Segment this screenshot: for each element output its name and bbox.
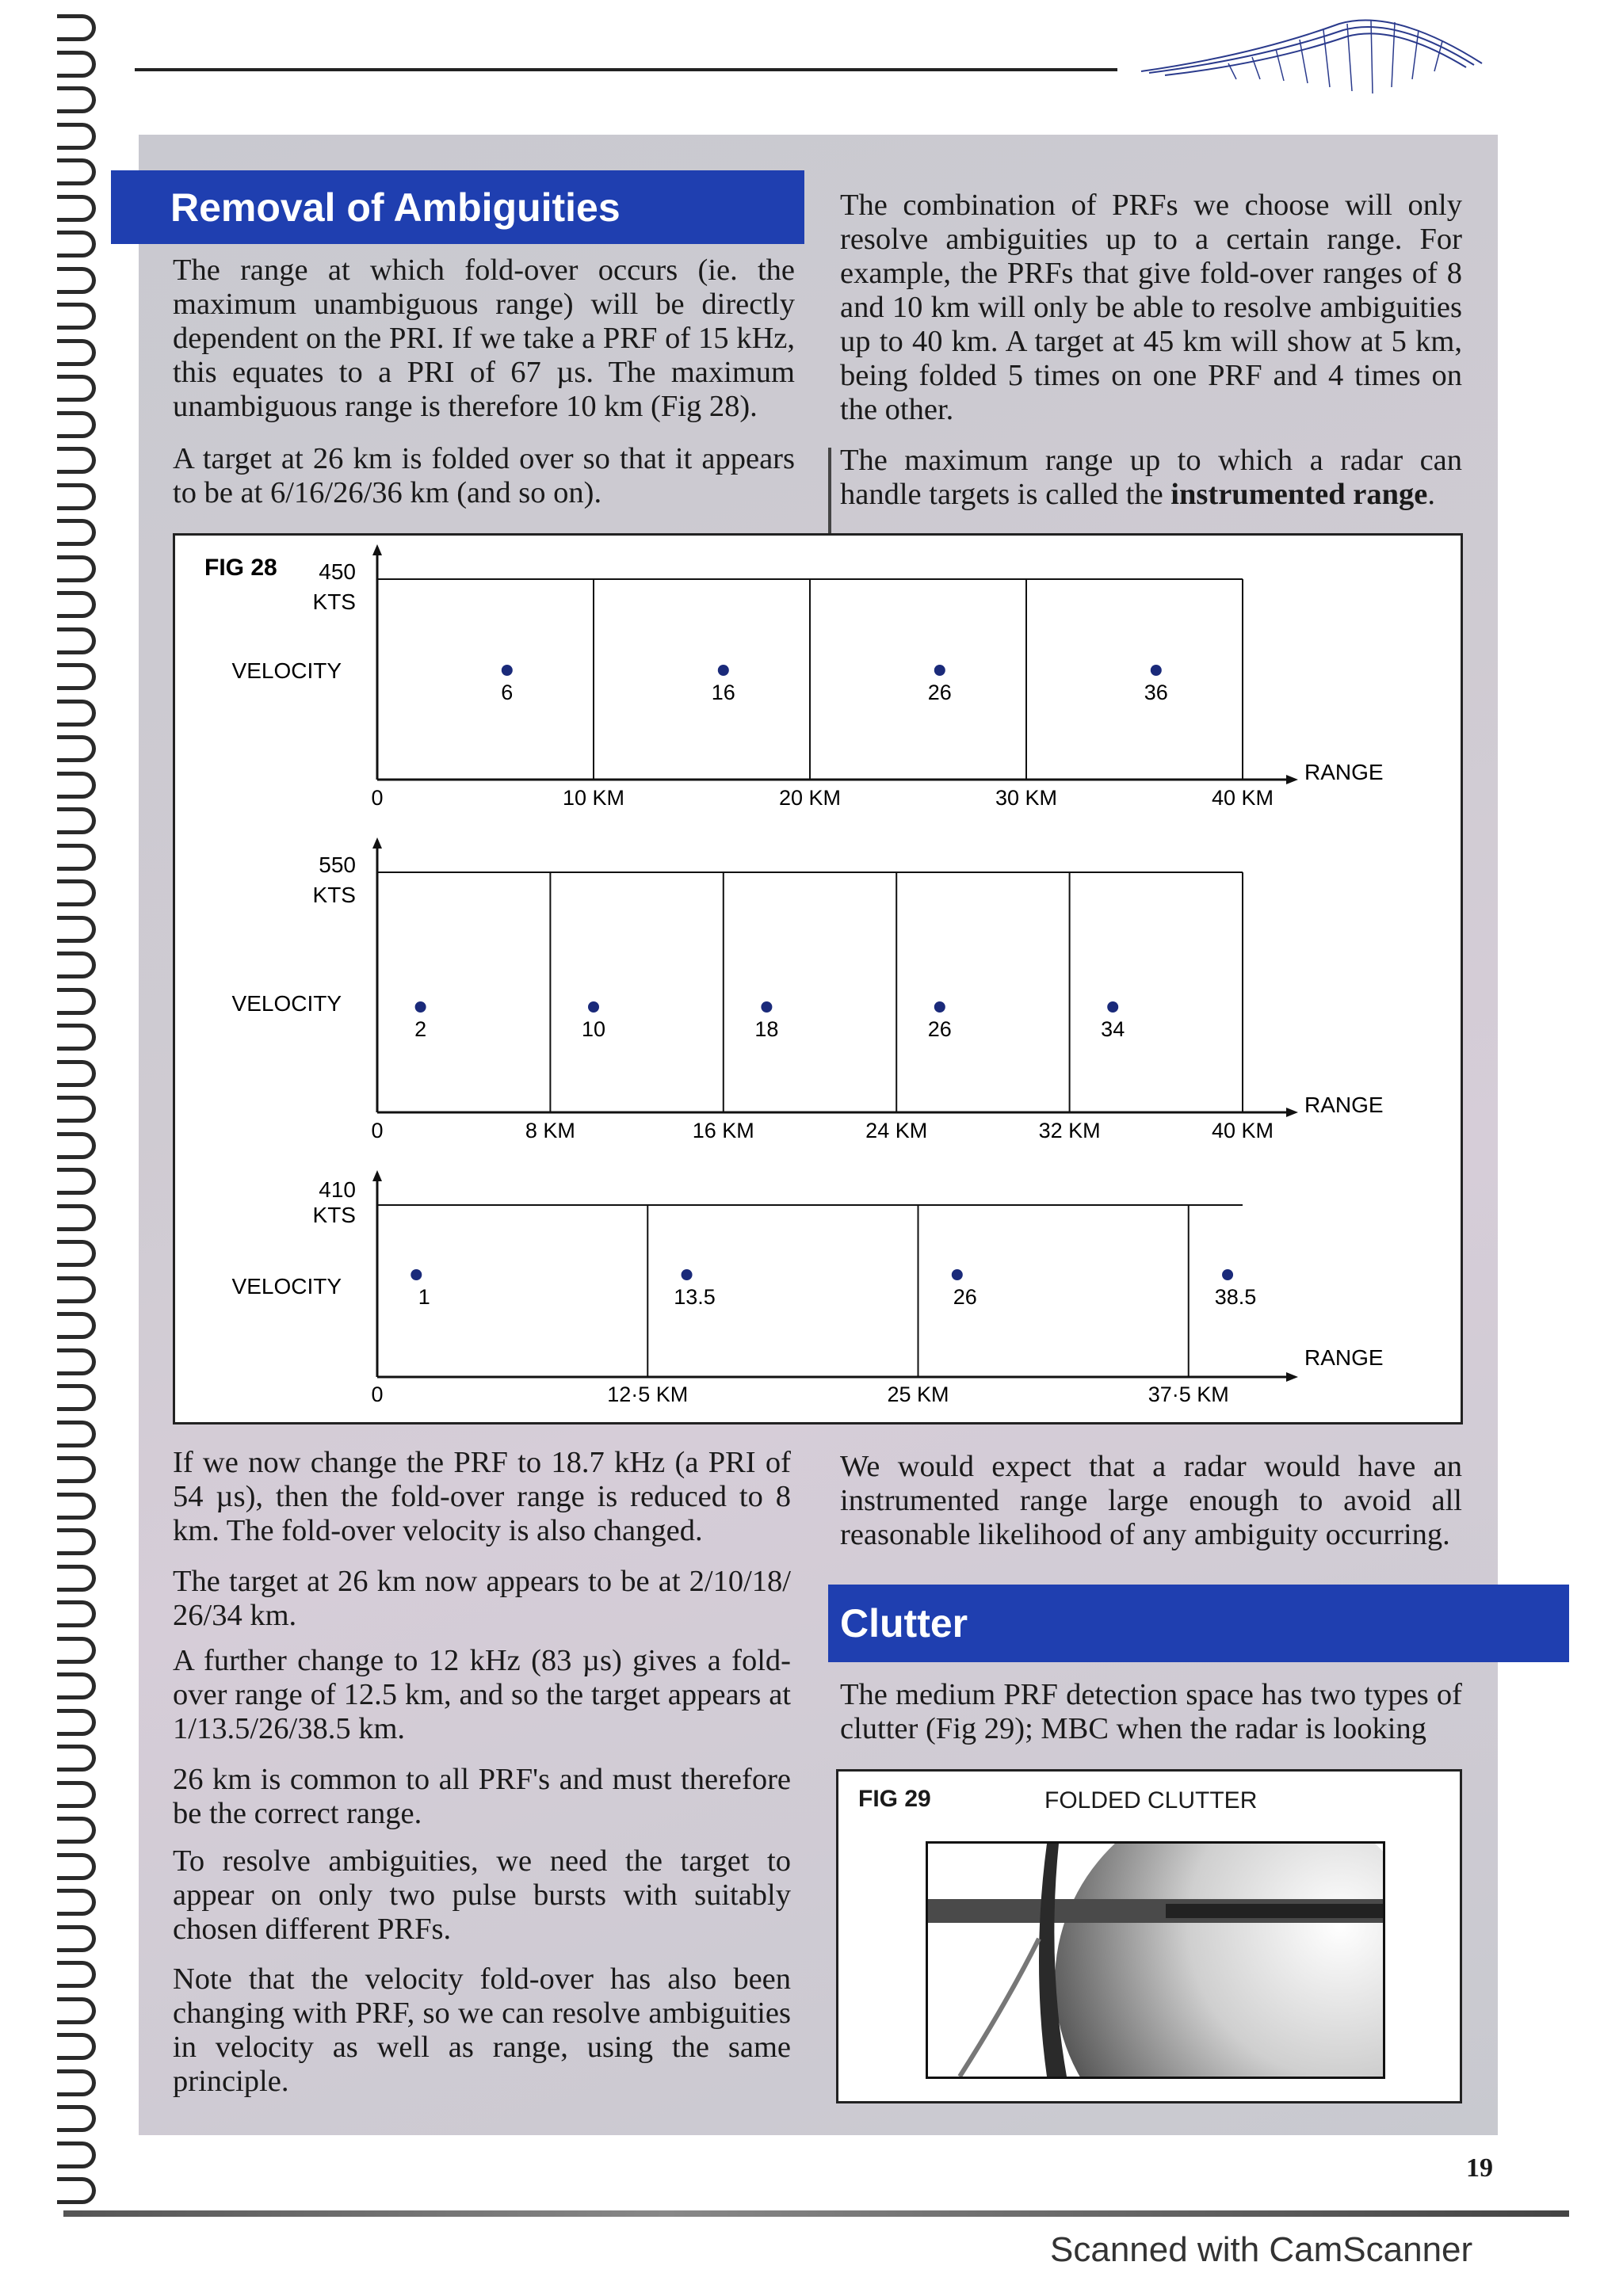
y-axis-arrow xyxy=(372,544,382,555)
target-dot xyxy=(761,1001,772,1013)
binding-ring xyxy=(57,2033,96,2060)
binding-ring xyxy=(57,916,96,943)
range-tick-label: 32 KM xyxy=(1038,1119,1101,1142)
binding-ring xyxy=(57,267,96,294)
binding-ring xyxy=(57,1493,96,1520)
margin-bar xyxy=(828,448,831,535)
target-range-label: 34 xyxy=(1101,1017,1125,1041)
binding-ring xyxy=(57,1961,96,1988)
instrumented-range-text: The maximum range up to which a radar can handle targets is called the xyxy=(840,444,1462,511)
range-tick-label: 30 KM xyxy=(995,786,1058,810)
binding-ring xyxy=(57,303,96,330)
target-dot xyxy=(1222,1269,1233,1280)
paragraph-common-range: 26 km is common to all PRF's and must therefore be the correct range. xyxy=(173,1763,791,1830)
binding-ring xyxy=(57,2142,96,2168)
range-tick-label: 0 xyxy=(371,1383,384,1406)
range-tick-label: 40 KM xyxy=(1211,1119,1274,1142)
binding-ring xyxy=(57,1096,96,1123)
range-axis-label: RANGE xyxy=(1304,760,1384,784)
paragraph-velocity-foldover: Note that the velocity fold-over has also been changing with PRF, so we can resolve ambiguities in velocity as well as range, using the same principle. xyxy=(173,1962,791,2098)
paragraph-prf-12: A further change to 12 kHz (83 µs) gives a fold-over range of 12.5 km, and so the target appears at 1/13.5/26/38.5 km. xyxy=(173,1644,791,1745)
figure-28 xyxy=(173,533,1463,1425)
section-heading-clutter xyxy=(828,1585,1569,1662)
velocity-unit: KTS xyxy=(312,589,356,614)
page-number: 19 xyxy=(1466,2153,1493,2183)
range-tick-label: 37·5 KM xyxy=(1148,1383,1229,1406)
binding-ring xyxy=(57,879,96,906)
velocity-axis-label: VELOCITY xyxy=(231,658,342,683)
velocity-value: 450 xyxy=(319,559,356,584)
binding-ring xyxy=(57,952,96,978)
binding-ring xyxy=(57,807,96,834)
y-axis-arrow xyxy=(372,837,382,849)
binding-ring xyxy=(57,1132,96,1159)
binding-ring xyxy=(57,1925,96,1952)
figure-28-chart xyxy=(175,536,1461,1422)
section-heading-ambiguities xyxy=(111,170,804,244)
binding-ring xyxy=(57,1384,96,1411)
range-tick-label: 40 KM xyxy=(1211,786,1274,810)
target-range-label: 10 xyxy=(581,1017,606,1041)
target-range-label: 36 xyxy=(1144,681,1168,704)
binding-ring xyxy=(57,1240,96,1267)
target-range-label: 13.5 xyxy=(674,1285,716,1309)
binding-ring xyxy=(57,1781,96,1808)
spiral-binding xyxy=(48,0,119,2218)
target-range-label: 38.5 xyxy=(1214,1285,1257,1309)
target-range-label: 6 xyxy=(501,681,514,704)
target-dot xyxy=(415,1001,426,1013)
target-dot xyxy=(934,1001,945,1013)
range-axis-label: RANGE xyxy=(1304,1093,1384,1117)
binding-ring xyxy=(57,1817,96,1844)
footer-rule xyxy=(63,2210,1569,2217)
paragraph-clutter-types: The medium PRF detection space has two types of clutter (Fig 29); MBC when the radar is looking xyxy=(840,1678,1462,1745)
binding-ring xyxy=(57,86,96,113)
binding-ring xyxy=(57,375,96,402)
figure-29-label: FIG 29 xyxy=(858,1786,931,1812)
binding-ring xyxy=(57,1637,96,1664)
range-tick-label: 20 KM xyxy=(778,786,842,810)
binding-ring xyxy=(57,231,96,257)
velocity-value: 410 xyxy=(319,1177,356,1202)
binding-ring xyxy=(57,339,96,366)
binding-ring xyxy=(57,123,96,150)
binding-ring xyxy=(57,988,96,1015)
x-axis-arrow xyxy=(1286,1372,1298,1382)
target-dot xyxy=(934,665,945,676)
binding-ring xyxy=(57,591,96,618)
figure-29-title: FOLDED CLUTTER xyxy=(1044,1787,1258,1814)
velocity-axis-label: VELOCITY xyxy=(231,1274,342,1299)
target-range-label: 2 xyxy=(414,1017,427,1041)
binding-ring xyxy=(57,2069,96,2096)
binding-ring xyxy=(57,411,96,438)
figure-28-label: FIG 28 xyxy=(204,555,277,581)
binding-ring xyxy=(57,1528,96,1555)
target-dot xyxy=(588,1001,599,1013)
target-dot xyxy=(682,1269,693,1280)
range-tick-label: 8 KM xyxy=(525,1119,575,1142)
paragraph-target-26km: A target at 26 km is folded over so that it appears to be at 6/16/26/36 km (and so on). xyxy=(173,442,795,509)
target-dot xyxy=(1151,665,1162,676)
x-axis-arrow xyxy=(1286,775,1298,784)
target-range-label: 1 xyxy=(418,1285,430,1309)
target-dot xyxy=(952,1269,963,1280)
range-tick-label: 25 KM xyxy=(887,1383,949,1406)
paragraph-target-2-10-18: The target at 26 km now appears to be at 2/10/18/ 26/34 km. xyxy=(173,1565,791,1632)
wave-logo-icon xyxy=(1133,8,1498,103)
paragraph-instrumented-range xyxy=(840,444,1462,512)
target-range-label: 18 xyxy=(754,1017,779,1041)
binding-ring xyxy=(57,1024,96,1051)
folded-clutter-image xyxy=(926,1841,1385,2079)
binding-ring xyxy=(57,1745,96,1772)
binding-ring xyxy=(57,1276,96,1303)
binding-ring xyxy=(57,447,96,474)
paragraph-prf-combination: The combination of PRFs we choose will only resolve ambiguities up to a certain range. For example, the PRFs that give fold-over ranges of 8 and 10 km will only be able to resolve ambiguities up to 40 km. A target at 45 km will show at 5 km, being folded 5 times on one PRF and 4 times on the other. xyxy=(840,189,1462,426)
range-tick-label: 10 KM xyxy=(562,786,625,810)
x-axis-arrow xyxy=(1286,1108,1298,1117)
range-tick-label: 12·5 KM xyxy=(607,1383,689,1406)
binding-ring xyxy=(57,1348,96,1375)
target-range-label: 16 xyxy=(711,681,735,704)
header-rule xyxy=(135,68,1117,71)
binding-ring xyxy=(57,1204,96,1231)
paragraph-prf-18-7: If we now change the PRF to 18.7 kHz (a PRI of 54 µs), then the fold-over range is reduced to 8 km. The fold-over velocity is also changed. xyxy=(173,1446,791,1547)
binding-ring xyxy=(57,158,96,185)
figure-29 xyxy=(836,1769,1462,2103)
instrumented-range-period: . xyxy=(1427,478,1435,511)
range-axis-label: RANGE xyxy=(1304,1345,1384,1370)
paragraph-instrumented-expectation: We would expect that a radar would have an instrumented range large enough to avoid all reasonable likelihood of any ambiguity occurring. xyxy=(840,1450,1462,1551)
binding-ring xyxy=(57,1997,96,2024)
velocity-unit: KTS xyxy=(312,1203,356,1227)
target-range-label: 26 xyxy=(953,1285,977,1309)
y-axis-arrow xyxy=(372,1170,382,1181)
binding-ring xyxy=(57,772,96,799)
target-range-label: 26 xyxy=(927,1017,952,1041)
paragraph-foldover-range: The range at which fold-over occurs (ie. the maximum unambiguous range) will be directly dependent on the PRI. If we take a PRF of 15 kHz, this equates to a PRI of 67 µs. The maximum unambiguous range is therefore 10 km (Fig 28). xyxy=(173,254,795,423)
binding-ring xyxy=(57,195,96,222)
range-tick-label: 16 KM xyxy=(692,1119,754,1142)
velocity-unit: KTS xyxy=(312,883,356,907)
section-heading-text: Removal of Ambiguities xyxy=(170,185,621,230)
velocity-axis-label: VELOCITY xyxy=(231,991,342,1016)
binding-ring xyxy=(57,1168,96,1195)
binding-ring xyxy=(57,14,96,41)
paragraph-two-bursts: To resolve ambiguities, we need the target to appear on only two pulse bursts with suitably chosen different PRFs. xyxy=(173,1844,791,1946)
target-range-label: 26 xyxy=(927,681,952,704)
binding-ring xyxy=(57,1600,96,1627)
target-dot xyxy=(411,1269,422,1280)
binding-ring xyxy=(57,735,96,762)
binding-ring xyxy=(57,483,96,510)
binding-ring xyxy=(57,2177,96,2204)
binding-ring xyxy=(57,1889,96,1916)
binding-ring xyxy=(57,627,96,654)
binding-ring xyxy=(57,51,96,78)
velocity-value: 550 xyxy=(319,852,356,877)
target-dot xyxy=(1107,1001,1118,1013)
binding-ring xyxy=(57,2105,96,2132)
binding-ring xyxy=(57,1853,96,1880)
binding-ring xyxy=(57,1565,96,1592)
range-tick-label: 0 xyxy=(371,1119,384,1142)
binding-ring xyxy=(57,1456,96,1483)
target-dot xyxy=(502,665,513,676)
range-tick-label: 0 xyxy=(371,786,384,810)
binding-ring xyxy=(57,663,96,690)
binding-ring xyxy=(57,700,96,727)
scanner-watermark: Scanned with CamScanner xyxy=(1050,2230,1473,2269)
section-heading-text: Clutter xyxy=(840,1601,968,1646)
binding-ring xyxy=(57,1421,96,1447)
binding-ring xyxy=(57,555,96,582)
binding-ring xyxy=(57,519,96,546)
binding-ring xyxy=(57,844,96,871)
target-dot xyxy=(718,665,729,676)
binding-ring xyxy=(57,1312,96,1339)
binding-ring xyxy=(57,1709,96,1736)
binding-ring xyxy=(57,1672,96,1699)
range-tick-label: 24 KM xyxy=(865,1119,928,1142)
instrumented-range-term: instrumented range xyxy=(1170,478,1428,511)
binding-ring xyxy=(57,1060,96,1087)
